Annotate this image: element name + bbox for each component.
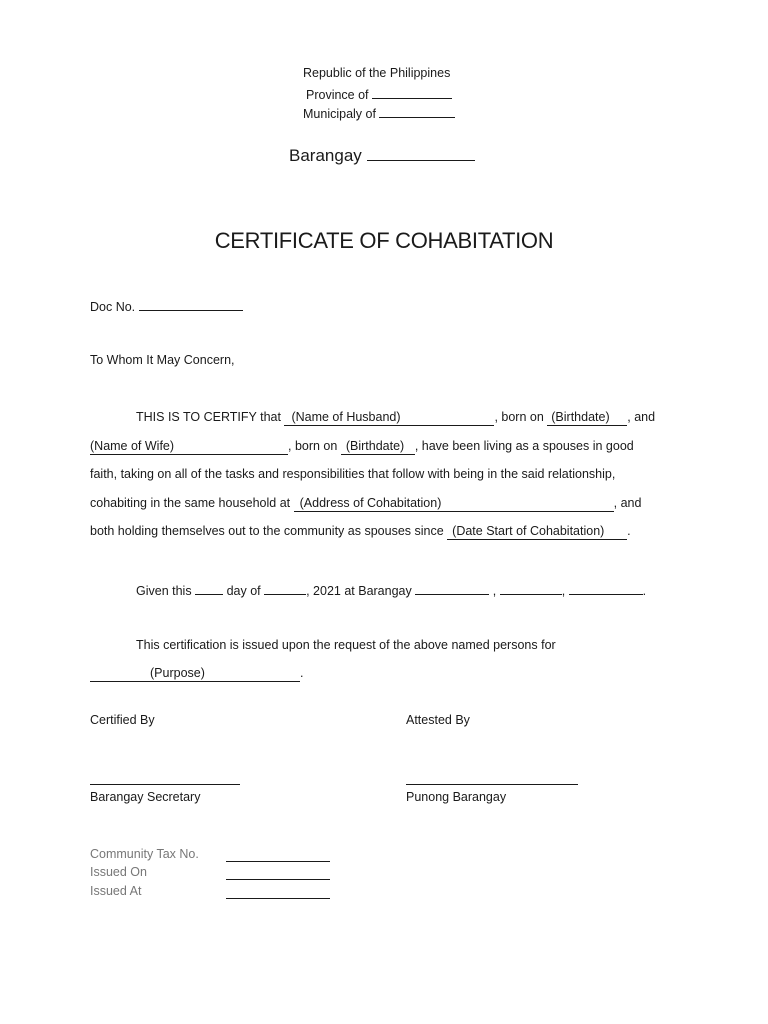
and-text-2: , and bbox=[613, 496, 642, 510]
paragraph-line-3: faith, taking on all of the tasks and responsibilities that follow with being in the said relationship, bbox=[90, 467, 616, 481]
husband-name-field: (Name of Husband) bbox=[284, 410, 494, 426]
page-title: CERTIFICATE OF COHABITATION bbox=[214, 228, 554, 253]
doc-no-label: Doc No. bbox=[90, 300, 136, 314]
issued-on-blank bbox=[226, 879, 330, 880]
given-line bbox=[136, 581, 646, 598]
month-blank bbox=[264, 581, 306, 595]
municipality-label: Municipaly of bbox=[303, 107, 376, 121]
issued-on-label: Issued On bbox=[90, 865, 147, 879]
given-period: . bbox=[642, 584, 647, 598]
day-blank bbox=[195, 581, 223, 595]
barangay-label: Barangay bbox=[289, 146, 362, 165]
year-at-text: , 2021 at Barangay bbox=[306, 584, 412, 598]
husband-birthdate-field: (Birthdate) bbox=[547, 410, 627, 426]
born-on-text-2: , born on bbox=[288, 439, 338, 453]
province-label: Province of bbox=[306, 88, 369, 102]
wife-birthdate-field: (Birthdate) bbox=[341, 439, 415, 455]
paragraph-period: . bbox=[627, 524, 631, 538]
holding-text: both holding themselves out to the community as spouses since bbox=[90, 524, 444, 538]
doc-no-blank bbox=[139, 297, 243, 311]
issued-at-label: Issued At bbox=[90, 884, 142, 898]
wife-name-field: (Name of Wife) bbox=[90, 439, 288, 455]
day-of-text: day of bbox=[226, 584, 261, 598]
given-municipality-blank bbox=[500, 581, 562, 595]
municipality-blank bbox=[379, 104, 455, 118]
province-blank bbox=[372, 85, 452, 99]
given-comma-1: , bbox=[492, 584, 497, 598]
province-line bbox=[306, 85, 452, 102]
request-text: This certification is issued upon the request of the above named persons for bbox=[136, 638, 556, 652]
community-tax-label: Community Tax No. bbox=[90, 847, 199, 861]
salutation: To Whom It May Concern, bbox=[90, 353, 235, 367]
paragraph-line-2 bbox=[90, 439, 634, 455]
barangay-heading bbox=[289, 144, 475, 166]
doc-no-line bbox=[90, 297, 243, 314]
given-this-text: Given this bbox=[136, 584, 192, 598]
cohabiting-text: cohabiting in the same household at bbox=[90, 496, 291, 510]
certify-intro: THIS IS TO CERTIFY that bbox=[136, 410, 281, 424]
and-text-1: , and bbox=[627, 410, 656, 424]
secretary-signature-line bbox=[90, 784, 240, 785]
born-on-text-1: , born on bbox=[494, 410, 544, 424]
certified-by-label: Certified By bbox=[90, 713, 155, 727]
secretary-title: Barangay Secretary bbox=[90, 790, 201, 804]
paragraph-line-5 bbox=[90, 524, 631, 540]
given-barangay-blank bbox=[415, 581, 489, 595]
given-province-blank bbox=[569, 581, 643, 595]
address-field: (Address of Cohabitation) bbox=[294, 496, 614, 512]
punong-signature-line bbox=[406, 784, 578, 785]
paragraph-line-1 bbox=[136, 410, 655, 426]
purpose-period: . bbox=[300, 666, 304, 680]
paragraph-line-4 bbox=[90, 496, 641, 512]
barangay-blank bbox=[367, 144, 475, 161]
community-tax-blank bbox=[226, 861, 330, 862]
date-start-field: (Date Start of Cohabitation) bbox=[447, 524, 627, 540]
republic-line: Republic of the Philippines bbox=[303, 66, 451, 80]
given-comma-2: , bbox=[561, 584, 566, 598]
punong-title: Punong Barangay bbox=[406, 790, 507, 804]
attested-by-label: Attested By bbox=[406, 713, 470, 727]
living-text: , have been living as a spouses in good bbox=[414, 439, 634, 453]
purpose-line bbox=[90, 666, 303, 682]
municipality-line bbox=[303, 104, 455, 121]
purpose-field: (Purpose) bbox=[90, 666, 300, 682]
issued-at-blank bbox=[226, 898, 330, 899]
